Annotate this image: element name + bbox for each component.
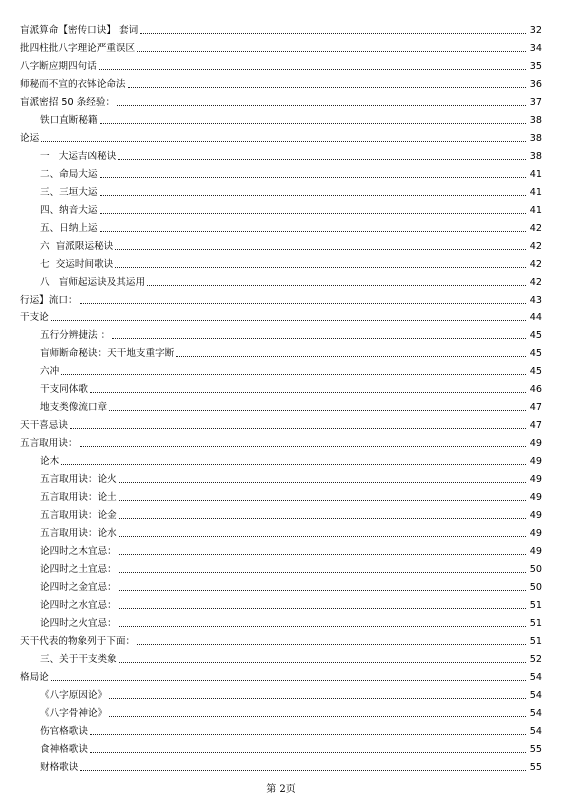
toc-entry[interactable] xyxy=(20,703,542,721)
toc-entry-title: 盲师断命秘诀：天干地支重字断 xyxy=(40,348,175,360)
dot-leader xyxy=(100,176,526,178)
toc-entry[interactable] xyxy=(20,631,542,649)
toc-entry-title: 五行分辨捷法 ： xyxy=(40,330,111,342)
toc-entry[interactable] xyxy=(20,254,542,272)
dot-leader xyxy=(119,589,526,591)
toc-entry-title: 论木 xyxy=(40,456,60,468)
toc-entry[interactable] xyxy=(20,290,542,308)
dot-leader xyxy=(100,122,526,124)
toc-entry-page: 54 xyxy=(529,689,542,701)
toc-entry-page: 47 xyxy=(529,420,542,432)
toc-entry-page: 36 xyxy=(529,78,542,90)
dot-leader xyxy=(80,302,526,304)
toc-entry[interactable] xyxy=(20,397,542,415)
toc-entry[interactable] xyxy=(20,667,542,685)
toc-entry[interactable] xyxy=(20,469,542,487)
toc-entry[interactable] xyxy=(20,649,542,667)
toc-entry-page: 41 xyxy=(529,168,542,180)
dot-leader xyxy=(109,715,526,717)
dot-leader xyxy=(147,284,526,286)
toc-entry[interactable] xyxy=(20,721,542,739)
dot-leader xyxy=(115,266,526,268)
toc-entry[interactable] xyxy=(20,433,542,451)
toc-entry-title: 食神格歌诀 xyxy=(40,743,88,755)
toc-entry-title: 论四时之金宜忌： xyxy=(40,582,117,593)
page-number-footer: 第 2页 xyxy=(266,784,296,795)
toc-entry-title: 三、三垣大运 xyxy=(40,186,98,198)
toc-entry-title: 地支类像流口章 xyxy=(40,402,108,414)
dot-leader xyxy=(90,391,526,393)
toc-entry[interactable] xyxy=(20,272,542,290)
toc-entry-page: 41 xyxy=(529,204,542,216)
toc-entry-title: 五言取用诀：论水 xyxy=(40,528,117,540)
toc-entry-page: 49 xyxy=(529,456,542,468)
toc-entry-title: 六 盲派限运秘诀 xyxy=(40,240,114,252)
dot-leader xyxy=(80,445,526,447)
toc-entry-page: 50 xyxy=(529,582,542,593)
toc-entry-page: 55 xyxy=(529,761,542,773)
toc-entry-title: 盲派算命【密传口诀】 套词 xyxy=(20,24,139,36)
toc-entry[interactable] xyxy=(20,200,542,218)
toc-entry[interactable] xyxy=(20,487,542,505)
toc-entry-page: 47 xyxy=(529,402,542,414)
dot-leader xyxy=(100,212,526,214)
toc-entry[interactable] xyxy=(20,685,542,703)
toc-entry[interactable] xyxy=(20,74,542,92)
toc-entry-title: 论四时之木宜忌： xyxy=(40,546,117,558)
dot-leader xyxy=(100,230,526,232)
toc-entry-title: 四、纳音大运 xyxy=(40,204,98,216)
dot-leader xyxy=(128,86,526,88)
toc-entry-page: 49 xyxy=(529,492,542,504)
toc-entry-title: 盲派密招 50 条经验： xyxy=(20,96,116,108)
toc-entry-title: 行运】流口： xyxy=(20,294,78,306)
toc-entry-title: 《八字原因论》 xyxy=(40,689,108,701)
dot-leader xyxy=(90,733,526,735)
toc-entry-title: 三、关于干支类象 xyxy=(40,653,117,665)
toc-entry[interactable] xyxy=(20,613,542,631)
dot-leader xyxy=(90,751,526,753)
toc-entry-page: 49 xyxy=(529,438,542,450)
dot-leader xyxy=(119,517,526,519)
dot-leader xyxy=(119,607,526,609)
toc-entry[interactable] xyxy=(20,128,542,146)
toc-entry[interactable] xyxy=(20,415,542,433)
dot-leader xyxy=(112,337,526,339)
toc-entry[interactable] xyxy=(20,218,542,236)
toc-entry-page: 51 xyxy=(529,599,542,611)
dot-leader xyxy=(115,248,526,250)
toc-entry-page: 38 xyxy=(529,132,542,144)
toc-entry-title: 天干喜忌诀 xyxy=(20,420,68,432)
dot-leader xyxy=(137,643,526,645)
toc-entry-page: 50 xyxy=(529,564,542,576)
toc-entry-page: 44 xyxy=(529,312,542,324)
toc-entry[interactable] xyxy=(20,757,542,775)
dot-leader xyxy=(137,50,526,52)
toc-entry[interactable] xyxy=(20,379,542,397)
dot-leader xyxy=(176,355,526,357)
toc-entry-title: 铁口直断秘籍 xyxy=(40,114,98,126)
toc-entry[interactable] xyxy=(20,92,542,110)
dot-leader xyxy=(119,553,526,555)
toc-entry-page: 51 xyxy=(529,635,542,647)
toc-entry-title: 批四柱批八字理论严重误区 xyxy=(20,42,136,54)
toc-entry-page: 41 xyxy=(529,186,542,198)
toc-entry-title: 七 交运时间歌诀 xyxy=(40,258,114,270)
toc-entry[interactable] xyxy=(20,343,542,361)
toc-entry-title: 五、日纳上运 xyxy=(40,222,98,234)
toc-entry[interactable] xyxy=(20,577,542,595)
dot-leader xyxy=(41,140,526,142)
toc-entry-page: 38 xyxy=(529,114,542,126)
toc-entry[interactable] xyxy=(20,110,542,128)
toc-entry-title: 五言取用诀：论金 xyxy=(40,510,117,522)
dot-leader xyxy=(80,769,526,771)
toc-entry-page: 34 xyxy=(529,42,542,54)
toc-entry[interactable] xyxy=(20,164,542,182)
toc-entry-page: 37 xyxy=(529,96,542,108)
toc-entry-page: 45 xyxy=(529,366,542,378)
toc-entry[interactable] xyxy=(20,308,542,326)
dot-leader xyxy=(118,158,526,160)
toc-entry-page: 43 xyxy=(529,294,542,306)
toc-entry-title: 二、命局大运 xyxy=(40,168,98,180)
toc-entry[interactable] xyxy=(20,325,542,343)
dot-leader xyxy=(51,679,526,681)
toc-entry-page: 49 xyxy=(529,546,542,558)
dot-leader xyxy=(119,625,526,627)
dot-leader xyxy=(119,661,526,663)
dot-leader xyxy=(119,499,526,501)
toc-entry-page: 45 xyxy=(529,348,542,360)
toc-entry-title: 干支同体歌 xyxy=(40,384,88,396)
toc-entry[interactable] xyxy=(20,451,542,469)
toc-entry[interactable] xyxy=(20,182,542,200)
dot-leader xyxy=(109,409,526,411)
toc-entry[interactable] xyxy=(20,595,542,613)
toc-entry-title: 师秘而不宣的衣钵论命法 xyxy=(20,78,126,90)
dot-leader xyxy=(61,463,526,465)
dot-leader xyxy=(140,32,526,34)
toc-entry-title: 一 大运吉凶秘诀 xyxy=(40,150,117,162)
toc-entry-page: 54 xyxy=(529,707,542,719)
dot-leader xyxy=(61,373,526,375)
toc-entry-title: 干支论 xyxy=(20,312,49,324)
toc-entry-title: 格局论 xyxy=(20,671,49,683)
toc-entry[interactable] xyxy=(20,38,542,56)
toc-entry-title: 五言取用诀：论土 xyxy=(40,492,117,504)
dot-leader xyxy=(119,571,526,573)
toc-entry[interactable] xyxy=(20,146,542,164)
toc-entry-title: 《八字骨神论》 xyxy=(40,707,108,719)
dot-leader xyxy=(109,697,526,699)
toc-entry-page: 54 xyxy=(529,725,542,737)
toc-entry[interactable] xyxy=(20,559,542,577)
dot-leader xyxy=(117,104,526,106)
dot-leader xyxy=(70,427,526,429)
dot-leader xyxy=(51,319,526,321)
toc-entry[interactable] xyxy=(20,523,542,541)
toc-entry-title: 五言取用诀： xyxy=(20,438,78,450)
toc-entry-page: 51 xyxy=(529,617,542,629)
toc-entry-page: 38 xyxy=(529,150,542,162)
toc-entry-page: 42 xyxy=(529,276,542,288)
toc-entry-page: 42 xyxy=(529,222,542,234)
dot-leader xyxy=(100,194,526,196)
toc-entry[interactable] xyxy=(20,541,542,559)
toc-entry-title: 论四时之水宜忌： xyxy=(40,599,117,611)
toc-entry-page: 46 xyxy=(529,384,542,396)
toc-entry-page: 32 xyxy=(529,24,542,36)
toc-entry-page: 42 xyxy=(529,240,542,252)
toc-entry[interactable] xyxy=(20,739,542,757)
toc-entry-page: 42 xyxy=(529,258,542,270)
toc-entry-page: 52 xyxy=(529,653,542,665)
toc-entry-title: 八 盲师起运诀及其运用 xyxy=(40,276,146,288)
toc-entry-page: 54 xyxy=(529,671,542,683)
toc-entry[interactable] xyxy=(20,361,542,379)
toc-entry-title: 论运 xyxy=(20,132,40,144)
toc-entry-title: 财格歌诀 xyxy=(40,761,79,773)
toc-entry-page: 35 xyxy=(529,60,542,72)
dot-leader xyxy=(99,68,526,70)
toc-entry-title: 伤官格歌诀 xyxy=(40,725,88,737)
toc-entry-title: 五言取用诀：论火 xyxy=(40,474,117,486)
toc-entry-page: 45 xyxy=(529,330,542,342)
toc-entry-page: 49 xyxy=(529,528,542,540)
toc-entry[interactable] xyxy=(20,20,542,38)
toc-entry[interactable] xyxy=(20,236,542,254)
table-of-contents xyxy=(20,20,542,775)
dot-leader xyxy=(119,535,526,537)
toc-entry[interactable] xyxy=(20,56,542,74)
toc-entry-page: 49 xyxy=(529,474,542,486)
toc-entry-title: 论四时之火宜忌： xyxy=(40,617,117,629)
toc-entry-page: 49 xyxy=(529,510,542,522)
toc-entry-page: 55 xyxy=(529,743,542,755)
toc-entry-title: 八字断应期四句话 xyxy=(20,60,97,72)
toc-entry-title: 天干代表的物象列于下面： xyxy=(20,635,136,647)
dot-leader xyxy=(119,481,526,483)
toc-entry-title: 六冲 xyxy=(40,366,60,378)
toc-entry[interactable] xyxy=(20,505,542,523)
toc-entry-title: 论四时之土宜忌： xyxy=(40,564,117,576)
